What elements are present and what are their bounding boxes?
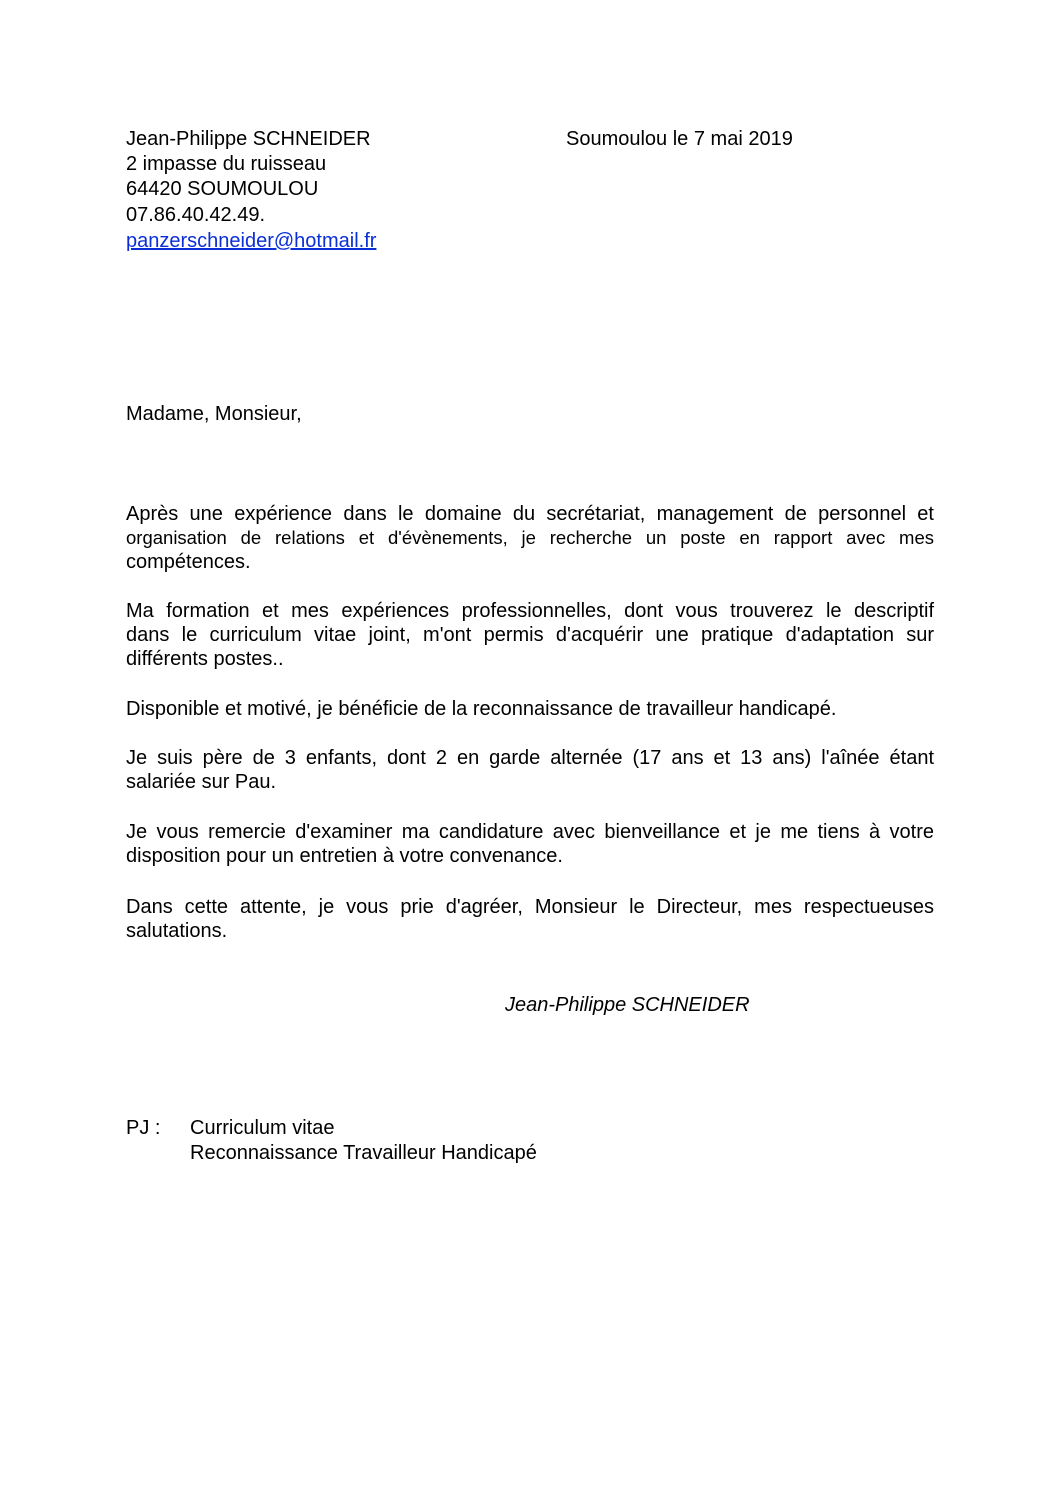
signature: Jean-Philippe SCHNEIDER: [505, 994, 750, 1016]
paragraph-line: Disponible et motivé, je bénéficie de la reconnaissance de travailleur handicapé.: [126, 698, 837, 720]
paragraph-line: compétences.: [126, 551, 251, 573]
paragraph-line: dans le curriculum vitae joint, m'ont permis d'acquérir une pratique d'adaptation sur: [126, 624, 934, 646]
paragraph-1: [126, 502, 934, 574]
paragraph-line: organisation de relations et d'évènements, je recherche un poste en rapport avec mes: [126, 527, 934, 548]
paragraph-line: différents postes..: [126, 648, 284, 670]
salutation: Madame, Monsieur,: [126, 403, 302, 425]
place-date: Soumoulou le 7 mai 2019: [566, 128, 793, 150]
paragraph-line: Après une expérience dans le domaine du secrétariat, management de personnel et: [126, 503, 934, 525]
paragraph-line: Dans cette attente, je vous prie d'agréer, Monsieur le Directeur, mes respectueuses: [126, 896, 934, 918]
attachment-item: Reconnaissance Travailleur Handicapé: [190, 1142, 537, 1164]
paragraph-4: [126, 746, 934, 794]
sender-phone: 07.86.40.42.49.: [126, 204, 266, 226]
paragraph-5: [126, 820, 934, 868]
paragraph-line: salutations.: [126, 920, 228, 942]
sender-street: 2 impasse du ruisseau: [126, 153, 327, 175]
attachments-label: PJ :: [126, 1117, 161, 1139]
sender-email-link[interactable]: panzerschneider@hotmail.fr: [126, 230, 377, 252]
attachment-item: Curriculum vitae: [190, 1117, 335, 1139]
paragraph-line: disposition pour un entretien à votre convenance.: [126, 845, 563, 867]
paragraph-line: salariée sur Pau.: [126, 771, 277, 793]
paragraph-line: Je vous remercie d'examiner ma candidature avec bienveillance et je me tiens à votre: [126, 821, 934, 843]
paragraph-3: [126, 697, 934, 721]
paragraph-line: Ma formation et mes expériences professionnelles, dont vous trouverez le descriptif: [126, 600, 934, 622]
sender-name: Jean-Philippe SCHNEIDER: [126, 128, 371, 150]
paragraph-line: Je suis père de 3 enfants, dont 2 en garde alternée (17 ans et 13 ans) l'aînée étant: [126, 747, 934, 769]
sender-city: 64420 SOUMOULOU: [126, 178, 319, 200]
paragraph-2: [126, 599, 934, 671]
paragraph-6: [126, 895, 934, 943]
